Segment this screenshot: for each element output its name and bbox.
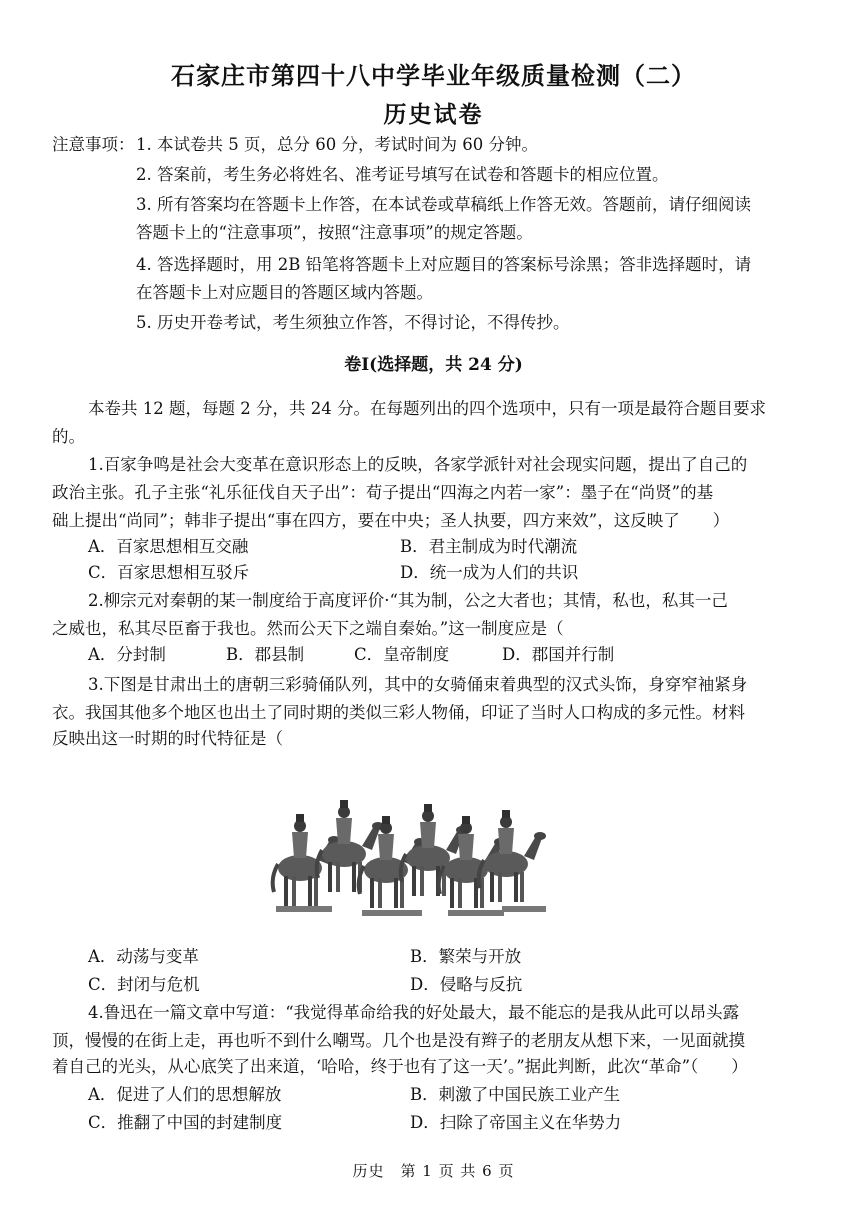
notice-item-3-line1: 3. 所有答案均在答题卡上作答，在本试卷或草稿纸上作答无效。答题前，请仔细阅读: [136, 195, 751, 214]
q1-option-b: B．君主制成为时代潮流: [400, 537, 578, 556]
notice-item-2: 2. 答案前，考生务必将姓名、准考证号填写在试卷和答题卡的相应位置。: [136, 165, 669, 184]
q3-option-a: A．动荡与变革: [88, 947, 199, 966]
q3-stem-line1: 3.下图是甘肃出土的唐朝三彩骑俑队列，其中的女骑俑束着典型的汉式头饰，身穿窄袖紧身: [88, 675, 748, 694]
q1-stem-line1: 1.百家争鸣是社会大变革在意识形态上的反映，各家学派针对社会现实问题，提出了自己的: [88, 455, 748, 474]
q4-option-c: C．推翻了中国的封建制度: [88, 1113, 283, 1132]
section-intro-line2: 的。: [52, 427, 85, 446]
q4-option-d: D．扫除了帝国主义在华势力: [410, 1113, 622, 1132]
notice-label: 注意事项：: [52, 135, 135, 154]
q2-option-a: A．分封制: [88, 645, 166, 664]
q3-stem-line3: 反映出这一时期的时代特征是（: [52, 729, 283, 748]
q2-option-d: D．郡国并行制: [502, 645, 615, 664]
q4-stem-line1: 4.鲁迅在一篇文章中写道：“我觉得革命给我的好处最大，最不能忘的是我从此可以昂头露: [88, 1003, 740, 1022]
q3-option-d: D．侵略与反抗: [410, 975, 523, 994]
notice-item-4-line1: 4. 答选择题时，用 2B 铅笔将答题卡上对应题目的答案标号涂黑；答非选择题时，请: [136, 255, 752, 274]
q2-stem-line2: 之威也，私其尽臣畜于我也。然而公天下之端自秦始。”这一制度应是（: [52, 619, 564, 638]
q1-option-c: C．百家思想相互驳斥: [88, 563, 250, 582]
q2-stem-line1: 2.柳宗元对秦朝的某一制度给于高度评价·“其为制，公之大者也；其情，私也，私其一己: [88, 591, 728, 610]
q4-option-b: B．刺激了中国民族工业产生: [410, 1085, 621, 1104]
q3-option-c: C．封闭与危机: [88, 975, 200, 994]
notice-item-4-line2: 在答题卡上对应题目的答题区域内答题。: [136, 283, 433, 302]
q3-stem-line2: 衣。我国其他多个地区也出土了同时期的类似三彩人物俑，印证了当时人口构成的多元性。材料: [52, 703, 745, 722]
notice-item-3-line2: 答题卡上的“注意事项”，按照“注意事项”的规定答题。: [136, 223, 533, 242]
page-footer: 历史 第 1 页 共 6 页: [352, 1162, 515, 1180]
section-intro-line1: 本卷共 12 题，每题 2 分，共 24 分。在每题列出的四个选项中，只有一项是最符合题目要求: [88, 399, 766, 418]
notice-item-1: 1. 本试卷共 5 页，总分 60 分，考试时间为 60 分钟。: [136, 135, 538, 154]
exam-subject: 历史试卷: [383, 101, 484, 128]
section-title: 卷Ⅰ(选择题，共 24 分): [344, 355, 523, 375]
exam-title: 石家庄市第四十八中学毕业年级质量检测（二）: [171, 61, 696, 90]
q4-option-a: A．促进了人们的思想解放: [88, 1085, 282, 1104]
q1-stem-line3: 础上提出“尚同”；韩非子提出“事在四方，要在中央；圣人执要，四方来效”，这反映了 ）: [52, 511, 730, 530]
q2-option-c: C．皇帝制度: [354, 645, 450, 664]
notice-item-5: 5. 历史开卷考试，考生须独立作答，不得讨论，不得传抄。: [136, 313, 570, 332]
q1-option-d: D．统一成为人们的共识: [400, 563, 579, 582]
q1-stem-line2: 政治主张。孔子主张“礼乐征伐自天子出”：荀子提出“四海之内若一家”：墨子在“尚贤”的基: [52, 483, 714, 502]
q4-stem-line3: 着自己的光头，从心底笑了出来道，‘哈哈，终于也有了这一天’。”据此判断，此次“革命”（ ）: [52, 1057, 748, 1076]
q4-stem-line2: 顶，慢慢的在街上走，再也听不到什么嘲骂。几个也是没有辫子的老朋友从想下来，一见面就摸: [52, 1031, 745, 1050]
q2-option-b: B．郡县制: [226, 645, 305, 664]
tang-cavalry-figurines-image: [262, 760, 570, 930]
q3-option-b: B．繁荣与开放: [410, 947, 522, 966]
q1-option-a: A．百家思想相互交融: [88, 537, 249, 556]
